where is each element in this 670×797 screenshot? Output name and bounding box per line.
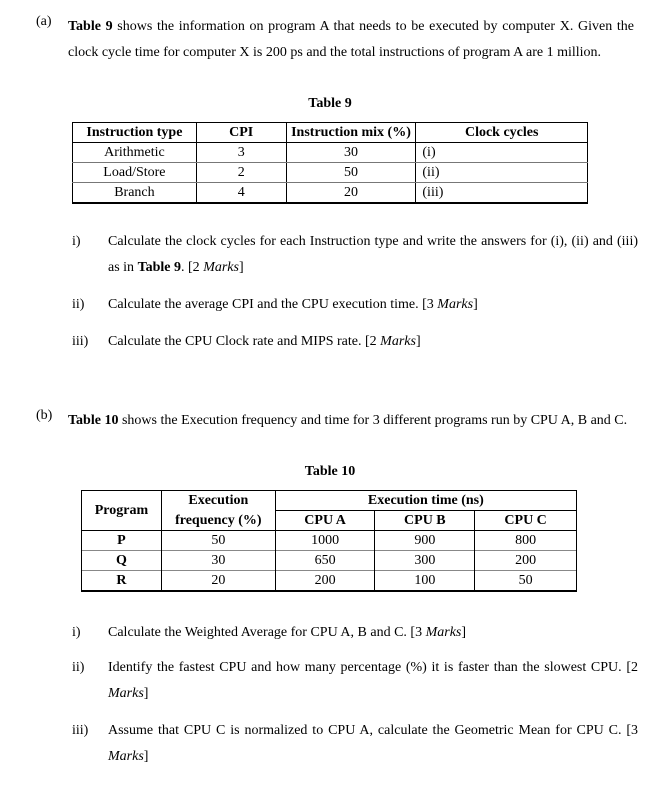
question-a-ii xyxy=(72,292,638,318)
table-row xyxy=(73,143,588,163)
table-row xyxy=(73,163,588,183)
part-b-intro xyxy=(68,408,634,434)
table-10-header-row-1 xyxy=(82,491,577,511)
table-cell: 3 xyxy=(196,143,286,163)
question-end: ] xyxy=(473,297,478,312)
question-b-ii xyxy=(72,655,638,707)
question-body: Calculate the average CPI and the CPU execution time. [3 xyxy=(108,297,438,312)
table-10 xyxy=(81,490,577,592)
table-row xyxy=(82,571,577,592)
part-a-intro xyxy=(68,14,634,66)
table-cell: R xyxy=(82,571,162,592)
table-row xyxy=(73,183,588,204)
table-cell: 800 xyxy=(475,531,577,551)
table-cell: P xyxy=(82,531,162,551)
marks-label: Marks xyxy=(425,625,462,640)
table-row xyxy=(82,551,577,571)
table-cell: 50 xyxy=(475,571,577,592)
table-cell: 650 xyxy=(275,551,375,571)
part-a-label: (a) xyxy=(36,14,52,29)
table-cell: (i) xyxy=(416,143,588,163)
table-10-header-cell: Execution time (ns) xyxy=(275,491,576,511)
table-9-header-cell: Instruction mix (%) xyxy=(286,123,416,143)
table-10-header-cell: Execution xyxy=(161,491,275,511)
question-end: ] xyxy=(143,749,149,764)
table-cell: 100 xyxy=(375,571,475,592)
table-10-header-cell: CPU B xyxy=(375,511,475,531)
table-9 xyxy=(72,122,588,204)
question-body: Calculate the CPU Clock rate and MIPS rate. [2 xyxy=(108,334,381,349)
table-9-header xyxy=(73,123,588,143)
table-10-header-cell: frequency (%) xyxy=(161,511,275,531)
table-9-header-cell: Clock cycles xyxy=(416,123,588,143)
table-9-header-cell: Instruction type xyxy=(73,123,197,143)
table-row xyxy=(82,531,577,551)
table-cell: Q xyxy=(82,551,162,571)
marks-label: Marks xyxy=(437,297,474,312)
table-cell: 50 xyxy=(286,163,416,183)
question-body: Calculate the Weighted Average for CPU A, B and C. [3 xyxy=(108,625,426,640)
marks-label: Marks xyxy=(203,260,239,275)
table-9-caption: Table 9 xyxy=(308,96,352,111)
table-cell: 200 xyxy=(475,551,577,571)
question-text xyxy=(108,229,638,281)
marks-label: Marks xyxy=(108,686,144,701)
question-number: i) xyxy=(72,234,81,249)
question-number: i) xyxy=(72,625,81,640)
question-body: Identify the fastest CPU and how many percentage (%) it is faster than the slowest CPU. [2 xyxy=(108,660,638,675)
question-text xyxy=(108,655,638,707)
table-cell: 30 xyxy=(286,143,416,163)
table-cell: 300 xyxy=(375,551,475,571)
table-cell: Load/Store xyxy=(73,163,197,183)
question-a-iii xyxy=(72,329,638,355)
table-cell: Branch xyxy=(73,183,197,204)
table-cell: (ii) xyxy=(416,163,588,183)
question-text xyxy=(108,292,638,318)
part-a-intro-bold: Table 9 xyxy=(68,19,113,34)
table-10-header-cell: CPU A xyxy=(275,511,375,531)
question-bold-ref: Table 9 xyxy=(137,260,182,275)
table-cell: 50 xyxy=(161,531,275,551)
part-b-intro-text: shows the Execution frequency and time for 3 different programs run by CPU A, B and C. xyxy=(118,413,628,428)
table-9-header-cell: CPI xyxy=(196,123,286,143)
part-b-intro-bold: Table 10 xyxy=(68,413,119,428)
table-cell: 2 xyxy=(196,163,286,183)
question-body: Calculate the clock cycles for each Instruction type and write the answers for (i), (ii) and (iii) as in xyxy=(108,234,638,275)
table-cell: 20 xyxy=(161,571,275,592)
question-end: ] xyxy=(143,686,149,701)
table-cell: 900 xyxy=(375,531,475,551)
question-body: Assume that CPU C is normalized to CPU A, calculate the Geometric Mean for CPU C. [3 xyxy=(108,723,638,738)
question-end: ] xyxy=(461,625,467,640)
question-number: iii) xyxy=(72,723,89,738)
table-cell: 4 xyxy=(196,183,286,204)
question-a-i xyxy=(72,229,638,281)
part-b-label: (b) xyxy=(36,408,53,423)
table-cell: 1000 xyxy=(275,531,375,551)
table-10-header-cell: Program xyxy=(82,491,162,531)
question-number: iii) xyxy=(72,334,89,349)
table-cell: (iii) xyxy=(416,183,588,204)
question-text xyxy=(108,718,638,770)
question-text xyxy=(108,620,638,646)
question-number: ii) xyxy=(72,297,85,312)
table-cell: 200 xyxy=(275,571,375,592)
part-a-intro-text: shows the information on program A that needs to be executed by computer X. Given the clock cycle time for computer X is 200 ps and the total instructions of program A are 1 million. xyxy=(68,19,634,60)
table-10-caption: Table 10 xyxy=(304,464,356,479)
table-cell: Arithmetic xyxy=(73,143,197,163)
question-text xyxy=(108,329,638,355)
table-cell: 20 xyxy=(286,183,416,204)
question-after: . [2 xyxy=(181,260,204,275)
marks-label: Marks xyxy=(108,749,144,764)
question-end: ] xyxy=(238,260,244,275)
marks-label: Marks xyxy=(380,334,416,349)
question-end: ] xyxy=(415,334,421,349)
table-10-header-cell: CPU C xyxy=(475,511,577,531)
question-number: ii) xyxy=(72,660,85,675)
question-b-i xyxy=(72,620,638,646)
question-b-iii xyxy=(72,718,638,770)
table-cell: 30 xyxy=(161,551,275,571)
